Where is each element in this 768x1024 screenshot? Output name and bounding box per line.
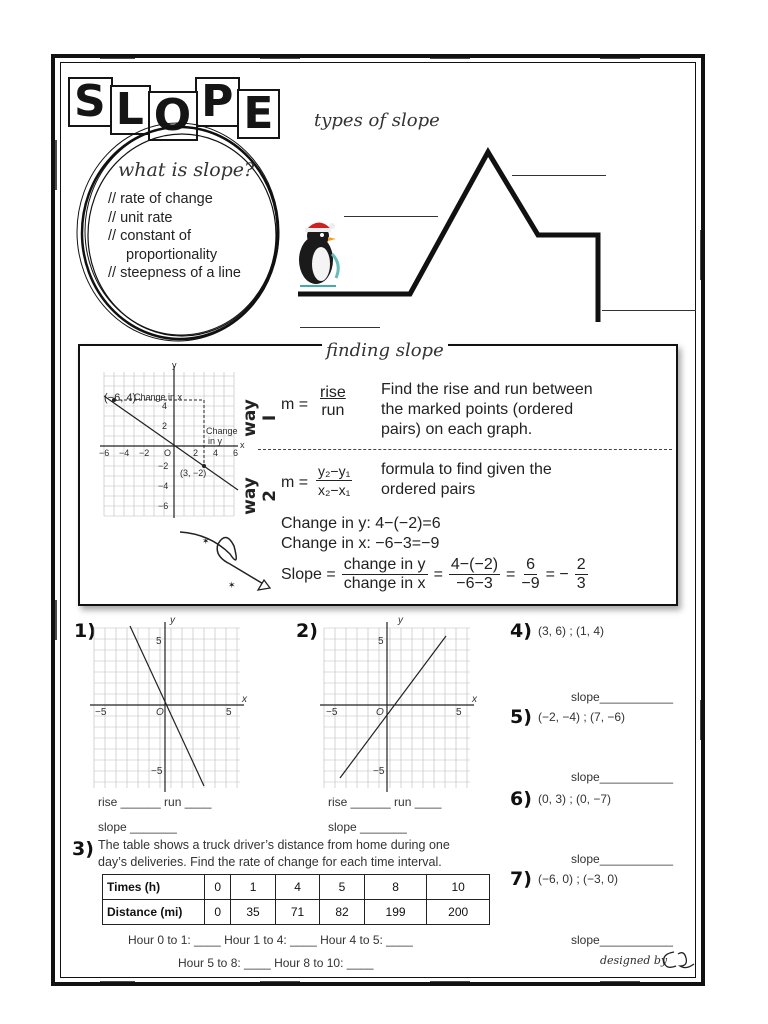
point-a-label: (−6, 4) <box>104 392 137 404</box>
finding-slope-heading: finding slope <box>322 340 448 361</box>
table-cell: 0 <box>205 875 231 900</box>
x-tick: −6 <box>99 448 110 458</box>
arrow-doodle-icon <box>170 524 280 599</box>
x-tick: 6 <box>233 448 239 458</box>
problem-6-slope: slope___________ <box>571 852 674 866</box>
problem-4-number: 4) <box>510 620 532 642</box>
way-1-description <box>381 380 593 440</box>
definition-item: proportionality <box>126 246 218 263</box>
fraction-denominator: −9 <box>521 575 540 592</box>
y-difference: y₂−y₁ <box>318 463 351 479</box>
table-cell: 8 <box>364 875 427 900</box>
table-cell: 71 <box>275 900 319 925</box>
problem-7-pairs: (−6, 0) ; (−3, 0) <box>538 872 619 886</box>
x-axis-label: x <box>472 694 477 705</box>
x-axis-label: x <box>242 694 247 705</box>
description-line: pairs) on each graph. <box>381 421 533 438</box>
y-tick: −5 <box>151 766 163 777</box>
table-row <box>103 900 490 925</box>
slope-calculation <box>281 556 588 593</box>
run-label: run <box>321 402 345 419</box>
equals-sign: = <box>433 565 443 583</box>
problem-3-intervals-line-2: Hour 5 to 8: ____ Hour 8 to 10: ____ <box>178 956 374 970</box>
table-cell: 200 <box>427 900 490 925</box>
fraction-numerator: 6 <box>526 556 535 573</box>
table-row-header: Distance (mi) <box>103 900 205 925</box>
title-letter: L <box>112 87 149 133</box>
description-line: formula to find given the <box>381 461 552 478</box>
way-1-formula <box>318 384 348 420</box>
definition-list <box>108 190 241 283</box>
change-in-x-calc: Change in x: −6−3=−9 <box>281 535 440 552</box>
positive-slope-blank <box>344 216 438 217</box>
problem-4-slope: slope___________ <box>571 690 674 704</box>
y-tick: 5 <box>378 636 384 647</box>
x-tick: 5 <box>456 707 462 718</box>
x-axis-label: x <box>240 440 245 450</box>
fraction-numerator: change in y <box>343 556 426 573</box>
origin-label: O <box>376 707 384 718</box>
problem-4-pairs: (3, 6) ; (1, 4) <box>538 624 605 638</box>
table-cell: 0 <box>205 900 231 925</box>
description-line: the marked points (ordered <box>381 401 574 418</box>
y-axis-label: y <box>398 615 403 626</box>
definition-item: // constant of <box>108 228 192 244</box>
title-letter: E <box>239 91 278 137</box>
problem-6-pairs: (0, 3) ; (0, −7) <box>538 792 612 806</box>
change-in-x-label: Change in x <box>134 392 183 402</box>
way-1-label: way I <box>240 399 280 437</box>
x-tick: −5 <box>95 707 107 718</box>
equals-sign: = <box>506 565 516 583</box>
problem-1-slope: slope _______ <box>98 820 177 834</box>
problem-1-graph <box>88 618 248 794</box>
title-letter: P <box>197 79 238 125</box>
origin-label: O <box>164 448 172 458</box>
slope-equals-label: Slope = <box>281 565 336 583</box>
designed-by-label: designed by <box>600 954 668 967</box>
svg-text:✶: ✶ <box>228 581 236 591</box>
svg-text:✶: ✶ <box>202 537 210 547</box>
table-row <box>103 875 490 900</box>
distance-table <box>102 874 490 925</box>
description-line: ordered pairs <box>381 481 476 498</box>
problem-1-number: 1) <box>74 620 96 642</box>
problem-3-number: 3) <box>72 838 94 860</box>
change-in-y-label-2: in y <box>208 436 223 446</box>
problem-2-rise-run: rise ______ run ____ <box>328 795 442 809</box>
designer-logo-icon <box>660 948 698 972</box>
fraction-denominator: −6−3 <box>456 575 493 592</box>
x-tick: 2 <box>193 448 199 458</box>
problem-3-text-line-2: day’s deliveries. Find the rate of change for each time interval. <box>98 855 442 869</box>
definition-item: // unit rate <box>108 209 173 226</box>
x-difference: x₂−x₁ <box>318 482 351 498</box>
what-is-slope-heading: what is slope? <box>118 159 255 181</box>
table-cell: 82 <box>320 900 364 925</box>
definition-item: // steepness of a line <box>108 265 241 281</box>
origin-label: O <box>156 707 164 718</box>
title-letter: O <box>150 93 196 139</box>
problem-5-number: 5) <box>510 706 532 728</box>
way-1-m-equals: m = <box>281 396 309 413</box>
problem-2-slope: slope _______ <box>328 820 407 834</box>
negative-slope-blank <box>512 175 606 176</box>
x-tick: −5 <box>326 707 338 718</box>
rise-label: rise <box>320 384 346 401</box>
change-in-y-label: Change <box>206 426 238 436</box>
penguin-illustration <box>292 214 348 292</box>
x-tick: 4 <box>213 448 219 458</box>
table-cell: 35 <box>231 900 275 925</box>
y-axis-label: y <box>170 615 175 626</box>
description-line: Find the rise and run between <box>381 381 593 398</box>
x-tick: −4 <box>119 448 130 458</box>
y-tick: −6 <box>158 501 169 511</box>
title-letter: S <box>70 79 111 125</box>
section-divider <box>258 449 672 450</box>
table-cell: 5 <box>320 875 364 900</box>
y-tick: −4 <box>158 481 169 491</box>
problem-5-pairs: (−2, −4) ; (7, −6) <box>538 710 626 724</box>
y-tick: 4 <box>162 401 168 411</box>
way-2-description <box>381 460 552 500</box>
problem-3-text-line-1: The table shows a truck driver’s distance from home during one <box>98 838 450 852</box>
y-tick: 2 <box>162 421 168 431</box>
fraction-denominator: change in x <box>343 575 426 592</box>
y-tick: 5 <box>156 636 162 647</box>
y-tick: −5 <box>373 766 385 777</box>
table-cell: 199 <box>364 900 427 925</box>
fraction-numerator: 4−(−2) <box>450 556 499 573</box>
way-2-formula <box>316 462 352 499</box>
fraction-numerator: 2 <box>576 556 586 573</box>
y-axis-label: y <box>172 360 177 370</box>
change-in-y-calc: Change in y: 4−(−2)=6 <box>281 515 441 532</box>
definition-item: // rate of change <box>108 191 213 207</box>
table-cell: 10 <box>427 875 490 900</box>
problem-2-number: 2) <box>296 620 318 642</box>
fraction-denominator: 3 <box>576 575 586 592</box>
x-tick: −2 <box>139 448 150 458</box>
problem-7-number: 7) <box>510 868 532 890</box>
problem-5-slope: slope___________ <box>571 770 674 784</box>
way-2-label: way 2 <box>240 477 280 515</box>
problem-2-graph <box>318 618 478 794</box>
way-2-m-equals: m = <box>281 474 309 491</box>
types-of-slope-heading: types of slope <box>314 110 440 131</box>
zero-slope-blank <box>300 327 380 328</box>
equals-negative: = − <box>545 565 569 583</box>
problem-1-rise-run: rise ______ run ____ <box>98 795 212 809</box>
problem-3-intervals-line-1: Hour 0 to 1: ____ Hour 1 to 4: ____ Hour 4 to 5: ____ <box>128 933 413 947</box>
problem-7-slope: slope___________ <box>571 933 674 947</box>
x-tick: 5 <box>226 707 232 718</box>
table-cell: 4 <box>275 875 319 900</box>
point-b-label: (3, −2) <box>180 468 207 478</box>
table-cell: 1 <box>231 875 275 900</box>
undefined-slope-blank <box>602 310 696 311</box>
problem-6-number: 6) <box>510 788 532 810</box>
y-tick: −2 <box>158 461 169 471</box>
table-row-header: Times (h) <box>103 875 205 900</box>
